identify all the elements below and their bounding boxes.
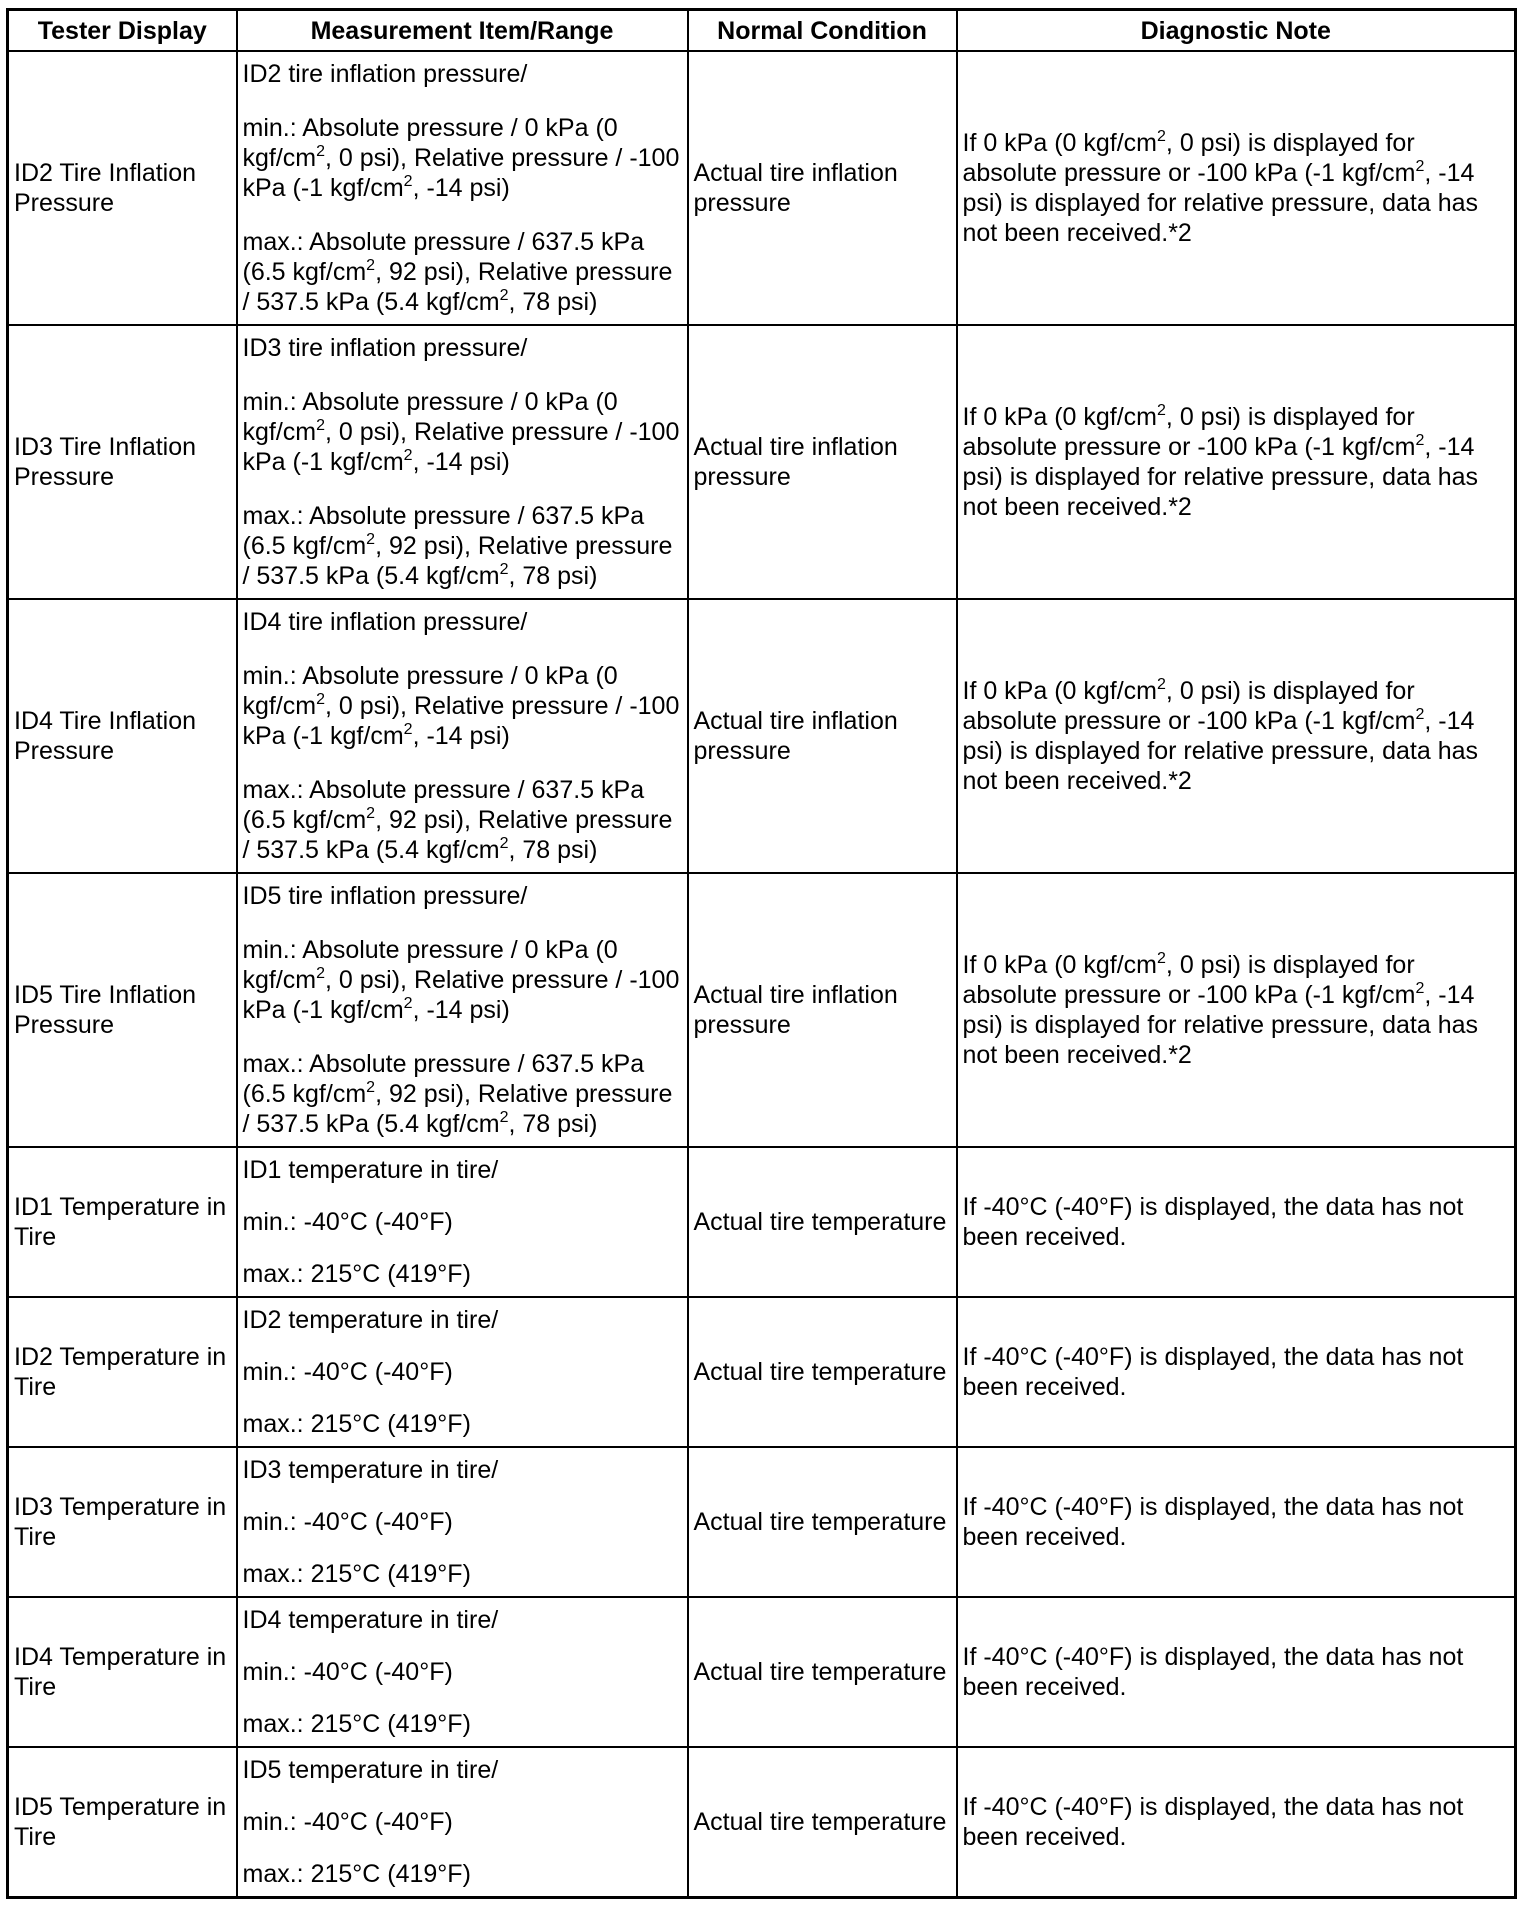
range-max: max.: Absolute pressure / 637.5 kPa (6.5 kgf/$cm^2$, 92 psi), Relative pressure / 537.5 kPa (5.4 kgf/$cm^2$, 78 psi) <box>242 502 673 590</box>
range-min: min.: -40°C (-40°F) <box>242 1508 453 1536</box>
range-min: min.: -40°C (-40°F) <box>242 1358 453 1386</box>
range-max: max.: 215°C (419°F) <box>242 1560 471 1588</box>
measurement-cell <box>237 1147 688 1297</box>
range-min: min.: Absolute pressure / 0 kPa (0 kgf/$cm^2$, 0 psi), Relative pressure / -100 kPa (-1 kgf/$cm^2$, -14 psi) <box>242 936 680 1024</box>
range-title: ID4 tire inflation pressure/ <box>242 608 528 636</box>
table-row <box>8 1447 1516 1597</box>
tester-display-cell: ID4 Tire Inflation Pressure <box>8 599 237 873</box>
measurement-cell <box>237 1747 688 1898</box>
diagnostic-note-cell: If -40°C (-40°F) is displayed, the data has not been received. <box>957 1447 1516 1597</box>
range-max: max.: Absolute pressure / 637.5 kPa (6.5 kgf/$cm^2$, 92 psi), Relative pressure / 537.5 kPa (5.4 kgf/$cm^2$, 78 psi) <box>242 776 673 864</box>
diagnostic-note-cell: If 0 kPa (0 kgf/$cm^2$, 0 psi) is displayed for absolute pressure or -100 kPa (-1 kgf/$cm^2$, -14 psi) is displayed for relative pressure, data has not been received.*2 <box>957 873 1516 1147</box>
range-max: max.: 215°C (419°F) <box>242 1860 471 1888</box>
tester-display-cell: ID2 Tire Inflation Pressure <box>8 51 237 325</box>
measurement-cell <box>237 1297 688 1447</box>
table-row <box>8 1747 1516 1898</box>
measurement-cell <box>237 325 688 599</box>
diagnostic-note-cell: If -40°C (-40°F) is displayed, the data has not been received. <box>957 1297 1516 1447</box>
range-title: ID1 temperature in tire/ <box>242 1156 499 1184</box>
tester-display-cell: ID1 Temperature in Tire <box>8 1147 237 1297</box>
range-max: max.: 215°C (419°F) <box>242 1710 471 1738</box>
header-tester-display: Tester Display <box>8 10 237 52</box>
table-row <box>8 1297 1516 1447</box>
range-title: ID3 temperature in tire/ <box>242 1456 499 1484</box>
diagnostic-note-cell: If -40°C (-40°F) is displayed, the data has not been received. <box>957 1147 1516 1297</box>
tester-display-cell: ID3 Temperature in Tire <box>8 1447 237 1597</box>
tester-display-cell: ID3 Tire Inflation Pressure <box>8 325 237 599</box>
range-title: ID5 tire inflation pressure/ <box>242 882 528 910</box>
header-normal-condition: Normal Condition <box>688 10 957 52</box>
range-min: min.: Absolute pressure / 0 kPa (0 kgf/$cm^2$, 0 psi), Relative pressure / -100 kPa (-1 kgf/$cm^2$, -14 psi) <box>242 388 680 476</box>
range-title: ID5 temperature in tire/ <box>242 1756 499 1784</box>
table-row <box>8 873 1516 1147</box>
measurement-cell <box>237 873 688 1147</box>
diagnostic-note-cell: If -40°C (-40°F) is displayed, the data has not been received. <box>957 1747 1516 1898</box>
normal-condition-cell: Actual tire temperature <box>688 1597 957 1747</box>
range-min: min.: -40°C (-40°F) <box>242 1658 453 1686</box>
measurement-cell <box>237 1447 688 1597</box>
range-max: max.: 215°C (419°F) <box>242 1260 471 1288</box>
tester-display-cell: ID2 Temperature in Tire <box>8 1297 237 1447</box>
normal-condition-cell: Actual tire inflation pressure <box>688 873 957 1147</box>
table-row <box>8 1597 1516 1747</box>
table-row <box>8 599 1516 873</box>
normal-condition-cell: Actual tire temperature <box>688 1297 957 1447</box>
measurement-cell <box>237 51 688 325</box>
normal-condition-cell: Actual tire temperature <box>688 1747 957 1898</box>
normal-condition-cell: Actual tire temperature <box>688 1147 957 1297</box>
range-max: max.: Absolute pressure / 637.5 kPa (6.5 kgf/$cm^2$, 92 psi), Relative pressure / 537.5 kPa (5.4 kgf/$cm^2$, 78 psi) <box>242 228 673 316</box>
diagnostic-note-cell: If 0 kPa (0 kgf/$cm^2$, 0 psi) is displayed for absolute pressure or -100 kPa (-1 kgf/$cm^2$, -14 psi) is displayed for relative pressure, data has not been received.*2 <box>957 51 1516 325</box>
document <box>6 8 1517 1899</box>
table-row <box>8 51 1516 325</box>
diagnostic-note-cell: If -40°C (-40°F) is displayed, the data has not been received. <box>957 1597 1516 1747</box>
range-max: max.: 215°C (419°F) <box>242 1410 471 1438</box>
normal-condition-cell: Actual tire inflation pressure <box>688 599 957 873</box>
table-row <box>8 325 1516 599</box>
diagnostic-table <box>6 8 1517 1899</box>
header-diagnostic-note: Diagnostic Note <box>957 10 1516 52</box>
table-row <box>8 1147 1516 1297</box>
header-row <box>8 10 1516 52</box>
range-min: min.: -40°C (-40°F) <box>242 1808 453 1836</box>
header-measurement: Measurement Item/Range <box>237 10 688 52</box>
range-min: min.: Absolute pressure / 0 kPa (0 kgf/$cm^2$, 0 psi), Relative pressure / -100 kPa (-1 kgf/$cm^2$, -14 psi) <box>242 662 680 750</box>
tester-display-cell: ID4 Temperature in Tire <box>8 1597 237 1747</box>
measurement-cell <box>237 1597 688 1747</box>
tester-display-cell: ID5 Temperature in Tire <box>8 1747 237 1898</box>
normal-condition-cell: Actual tire inflation pressure <box>688 325 957 599</box>
range-max: max.: Absolute pressure / 637.5 kPa (6.5 kgf/$cm^2$, 92 psi), Relative pressure / 537.5 kPa (5.4 kgf/$cm^2$, 78 psi) <box>242 1050 673 1138</box>
tester-display-cell: ID5 Tire Inflation Pressure <box>8 873 237 1147</box>
range-min: min.: Absolute pressure / 0 kPa (0 kgf/$cm^2$, 0 psi), Relative pressure / -100 kPa (-1 kgf/$cm^2$, -14 psi) <box>242 114 680 202</box>
normal-condition-cell: Actual tire inflation pressure <box>688 51 957 325</box>
normal-condition-cell: Actual tire temperature <box>688 1447 957 1597</box>
range-title: ID2 tire inflation pressure/ <box>242 60 528 88</box>
measurement-cell <box>237 599 688 873</box>
diagnostic-note-cell: If 0 kPa (0 kgf/$cm^2$, 0 psi) is displayed for absolute pressure or -100 kPa (-1 kgf/$cm^2$, -14 psi) is displayed for relative pressure, data has not been received.*2 <box>957 599 1516 873</box>
diagnostic-note-cell: If 0 kPa (0 kgf/$cm^2$, 0 psi) is displayed for absolute pressure or -100 kPa (-1 kgf/$cm^2$, -14 psi) is displayed for relative pressure, data has not been received.*2 <box>957 325 1516 599</box>
range-title: ID4 temperature in tire/ <box>242 1606 499 1634</box>
range-title: ID3 tire inflation pressure/ <box>242 334 528 362</box>
range-min: min.: -40°C (-40°F) <box>242 1208 453 1236</box>
range-title: ID2 temperature in tire/ <box>242 1306 499 1334</box>
